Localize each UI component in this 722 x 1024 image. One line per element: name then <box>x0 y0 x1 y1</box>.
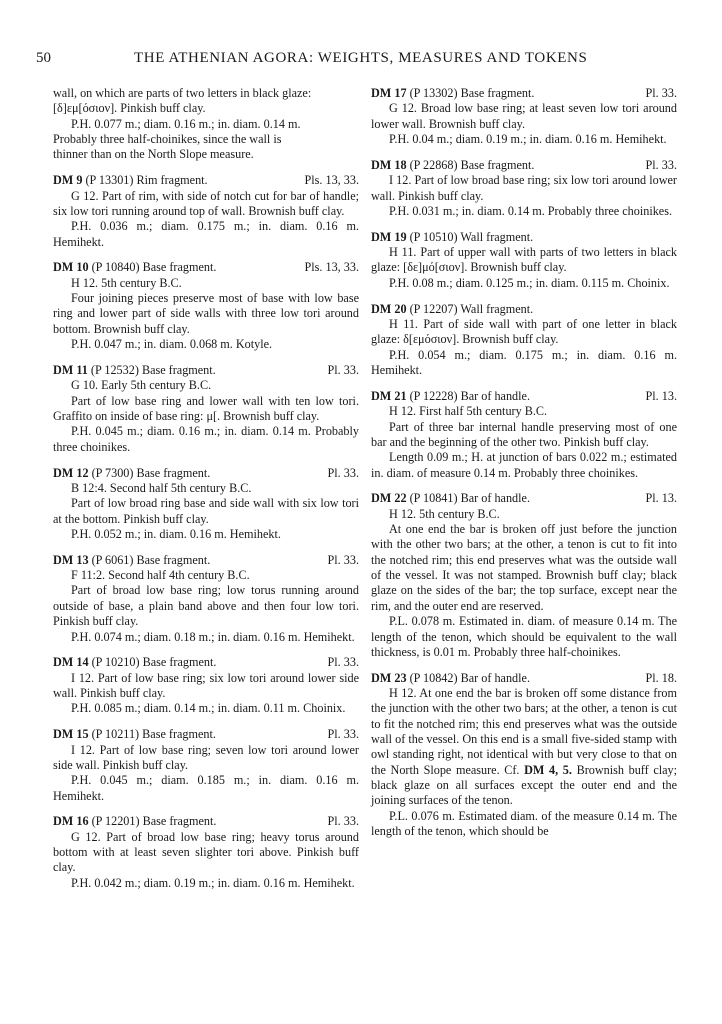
entry-type: Bar of handle. <box>460 491 530 506</box>
entry-heading <box>371 491 677 506</box>
entry-inventory-number: (P 13302) <box>409 86 458 100</box>
catalogue-entry <box>53 260 359 352</box>
entry-heading <box>371 86 677 101</box>
right-column <box>371 86 677 850</box>
entry-heading <box>53 466 359 481</box>
entry-id: DM 14 <box>53 655 89 670</box>
entry-paragraph: I 12. Part of low base ring; six low tori around lower side wall. Pinkish buff clay. <box>53 670 359 701</box>
entry-type: Base fragment. <box>136 465 211 480</box>
entry-paragraph: I 12. Part of low base ring; seven low tori around lower side wall. Pinkish buff clay. <box>53 742 359 772</box>
entry-paragraph: H 12. First half 5th century B.C. <box>389 404 548 419</box>
entry-paragraph: B 12:4. Second half 5th century B.C. <box>71 480 252 495</box>
entry-inventory-number: (P 22868) <box>409 157 458 172</box>
entry-type: Base fragment. <box>460 86 535 100</box>
entry-paragraph: P.H. 0.031 m.; in. diam. 0.14 m. Probably three choinikes. <box>389 203 672 218</box>
entry-inventory-number: (P 12228) <box>409 388 458 403</box>
entry-heading <box>53 553 359 568</box>
catalogue-entry <box>53 655 359 716</box>
entry-paragraph: Length 0.09 m.; H. at junction of bars 0.022 m.; estimated in. diam. of measure 0.14 m. Probably three choinikes. <box>371 450 677 480</box>
entry-type: Wall fragment. <box>460 229 534 244</box>
entry-paragraph: P.L. 0.078 m. Estimated in. diam. of measure 0.14 m. The length of the tenon, which should be equivalent to the wall thickness, is 0.01 m. Probably three half-choinikes. <box>371 614 677 659</box>
entry-type: Base fragment. <box>141 363 216 377</box>
entry-paragraph: Part of low broad ring base and side wall with six low tori at the bottom. Pinkish buff clay. <box>53 496 359 526</box>
catalogue-entry <box>371 671 677 840</box>
entry-id: DM 23 <box>371 670 407 685</box>
entry-inventory-number: (P 12207) <box>409 301 458 316</box>
entry-plates: Pl. 13. <box>645 491 677 506</box>
entry-id: DM 15 <box>53 727 89 742</box>
entry-paragraph: P.H. 0.036 m.; diam. 0.175 m.; in. diam. 0.16 m. Hemihekt. <box>53 219 359 249</box>
entry-plates: Pls. 13, 33. <box>304 173 359 188</box>
entry-id: DM 11 <box>53 363 88 377</box>
entry-heading <box>53 655 359 670</box>
entry-paragraph: P.H. 0.045 m.; diam. 0.185 m.; in. diam. 0.16 m. Hemihekt. <box>53 773 359 803</box>
entry-paragraph: P.L. 0.076 m. Estimated diam. of the measure 0.14 m. The length of the tenon, which should be <box>371 808 677 839</box>
continuation-line: Probably three half-choinikes, since the wall is <box>53 132 282 147</box>
entry-paragraph: H 12. 5th century B.C. <box>71 275 182 290</box>
entry-inventory-number: (P 12532) <box>90 363 139 377</box>
entry-paragraph: I 12. Part of low broad base ring; six low tori around lower wall. Pinkish buff clay. <box>371 173 677 203</box>
catalogue-entries-right <box>371 86 677 839</box>
entry-type: Bar of handle. <box>460 670 530 685</box>
entry-type: Base fragment. <box>136 552 211 567</box>
continuation-entry <box>53 86 359 163</box>
entry-inventory-number: (P 10842) <box>409 670 458 685</box>
entry-id: DM 19 <box>371 229 407 244</box>
entry-paragraph: H 11. Part of upper wall with parts of two letters in black glaze: [δε]μό[σιον]. Brownish buff clay. <box>371 245 677 275</box>
entry-plates: Pl. 33. <box>327 363 359 377</box>
entry-id: DM 18 <box>371 157 407 172</box>
entry-id: DM 12 <box>53 465 89 480</box>
entry-paragraph: G 10. Early 5th century B.C. <box>71 378 212 393</box>
entry-inventory-number: (P 10841) <box>409 491 458 506</box>
catalogue-entry <box>53 466 359 543</box>
entry-plates: Pl. 13. <box>645 388 677 403</box>
entry-heading <box>371 158 677 173</box>
entry-id: DM 22 <box>371 491 407 506</box>
entry-inventory-number: (P 10510) <box>409 229 458 244</box>
catalogue-entry <box>371 158 677 219</box>
continuation-line: thinner than on the North Slope measure. <box>53 147 254 162</box>
entry-paragraph: H 11. Part of side wall with part of one letter in black glaze: δ[εμόσιον]. Brownish buff clay. <box>371 316 677 347</box>
entry-dimensions: P.H. 0.077 m.; diam. 0.16 m.; in. diam. 0.14 m. <box>71 116 301 131</box>
entry-paragraph: F 11:2. Second half 4th century B.C. <box>71 568 250 583</box>
entry-paragraph: Part of broad low base ring; low torus running around outside of base, a plain band above and then four low tori. Pinkish buff clay. <box>53 583 359 629</box>
entry-inventory-number: (P 12201) <box>91 814 140 829</box>
running-head: THE ATHENIAN AGORA: WEIGHTS, MEASURES AND TOKENS <box>134 50 588 66</box>
entry-paragraph: P.H. 0.045 m.; diam. 0.16 m.; in. diam. 0.14 m. Probably three choinikes. <box>53 424 359 454</box>
catalogue-entry <box>371 491 677 660</box>
entry-paragraph: P.H. 0.042 m.; diam. 0.19 m.; in. diam. 0.16 m. Hemihekt. <box>71 875 355 890</box>
entry-inventory-number: (P 7300) <box>91 465 134 480</box>
entry-paragraph: Four joining pieces preserve most of base with low base ring and lower part of side walls with three low tori around bottom. Brownish buff clay. <box>53 291 359 336</box>
entry-id: DM 13 <box>53 552 89 567</box>
entry-paragraph: G 12. Broad low base ring; at least seven low tori around lower wall. Brownish buff clay. <box>371 101 677 131</box>
entry-inventory-number: (P 6061) <box>91 552 134 567</box>
entry-paragraph: Part of low base ring and lower wall with ten low tori. Graffito on inside of base ring: μ[. Brownish buff clay. <box>53 393 359 424</box>
entry-heading <box>53 727 359 742</box>
entry-id: DM 9 <box>53 173 83 188</box>
entry-id: DM 20 <box>371 301 407 316</box>
entry-type: Base fragment. <box>142 727 216 742</box>
entry-paragraph: P.H. 0.047 m.; in. diam. 0.068 m. Kotyle. <box>71 337 273 352</box>
page-header <box>36 50 690 70</box>
entry-heading <box>371 230 677 245</box>
cross-reference: DM 4, 5. <box>524 762 572 777</box>
entry-paragraph: H 12. At one end the bar is broken off some distance from the junction with the other two bars; at the other, a tenon is cut to fit the notched rim; this end preserves what was the outside wall of the vessel. On this end is a small five-sided stamp with owl standing right, not identical with but very close to that on the North Slope measure. Cf. DM 4, 5. Brownish buff clay; black glaze on all surfaces except the outer end and the joining surfaces of the tenon. <box>371 686 678 808</box>
entry-id: DM 10 <box>53 260 89 275</box>
entry-plates: Pl. 33. <box>645 157 677 172</box>
entry-id: DM 21 <box>371 388 407 403</box>
entry-paragraph: P.H. 0.04 m.; diam. 0.19 m.; in. diam. 0.16 m. Hemihekt. <box>389 132 667 147</box>
continuation-line: [δ]εμ[όσιον]. Pinkish buff clay. <box>53 101 206 116</box>
entry-id: DM 17 <box>371 86 407 100</box>
catalogue-entry <box>53 553 359 645</box>
catalogue-entry <box>371 302 677 379</box>
entry-paragraph: P.H. 0.074 m.; diam. 0.18 m.; in. diam. 0.16 m. Hemihekt. <box>71 629 355 644</box>
entry-heading <box>371 389 677 404</box>
catalogue-entry <box>53 363 359 455</box>
entry-plates: Pl. 33. <box>327 814 359 829</box>
catalogue-entry <box>371 389 677 481</box>
entry-plates: Pl. 33. <box>327 727 359 742</box>
entry-type: Base fragment. <box>142 260 217 275</box>
entry-plates: Pl. 33. <box>327 655 359 670</box>
entry-paragraph: G 12. Part of broad low base ring; heavy torus around bottom with at least seven slighter tori above. Pinkish buff clay. <box>53 829 359 875</box>
entry-type: Bar of handle. <box>460 388 530 403</box>
entry-inventory-number: (P 10840) <box>91 260 140 275</box>
entry-type: Wall fragment. <box>460 301 534 316</box>
entry-type: Base fragment. <box>142 655 217 670</box>
entry-plates: Pl. 33. <box>645 86 677 100</box>
continuation-line: wall, on which are parts of two letters in black glaze: <box>53 86 312 100</box>
entry-type: Rim fragment. <box>136 173 208 188</box>
catalogue-entry <box>53 173 359 250</box>
entry-plates: Pl. 33. <box>327 552 359 567</box>
page-number: 50 <box>36 50 51 66</box>
entry-id: DM 16 <box>53 814 89 829</box>
entry-paragraph: P.H. 0.085 m.; diam. 0.14 m.; in. diam. 0.11 m. Choinix. <box>71 701 346 716</box>
catalogue-entry <box>371 230 677 291</box>
entry-paragraph: P.H. 0.052 m.; in. diam. 0.16 m. Hemihekt. <box>71 526 281 541</box>
entry-plates: Pl. 18. <box>645 670 677 685</box>
entry-heading <box>53 173 359 188</box>
entry-heading <box>371 302 677 317</box>
catalogue-entry <box>53 727 359 804</box>
catalogue-entry <box>53 814 359 891</box>
entry-inventory-number: (P 10211) <box>91 727 140 742</box>
entry-paragraph: Part of three bar internal handle preserving most of one bar and the beginning of the other two. Pinkish buff clay. <box>371 419 677 449</box>
entry-type: Base fragment. <box>460 157 535 172</box>
entry-inventory-number: (P 10210) <box>91 655 140 670</box>
entry-paragraph: P.H. 0.054 m.; diam. 0.175 m.; in. diam. 0.16 m. Hemihekt. <box>371 347 677 377</box>
left-column <box>53 86 359 902</box>
entry-inventory-number: (P 13301) <box>85 173 134 188</box>
entry-paragraph: G 12. Part of rim, with side of notch cut for bar of handle; six low tori running around top of wall. Brownish buff clay. <box>53 188 359 218</box>
catalogue-entry <box>371 86 677 147</box>
entry-paragraph: P.H. 0.08 m.; diam. 0.125 m.; in. diam. 0.115 m. Choinix. <box>389 275 670 290</box>
entry-heading <box>53 363 359 378</box>
entry-plates: Pls. 13, 33. <box>304 260 359 275</box>
entry-type: Base fragment. <box>142 814 217 829</box>
entry-paragraph: H 12. 5th century B.C. <box>389 506 500 521</box>
entry-heading <box>53 814 359 829</box>
entry-heading <box>371 671 677 686</box>
entry-paragraph: At one end the bar is broken off just before the junction with the other two bars; at the other, a tenon is cut to fit into the notched rim; this end preserves what was the outside wall of the vessel. It was not stamped. Brownish buff clay; black glaze on the sides of the bar; the top surface, except near the rim, and the outer end are reserved. <box>371 522 677 613</box>
entry-heading <box>53 260 359 275</box>
catalogue-entries-left <box>53 173 359 891</box>
entry-plates: Pl. 33. <box>327 465 359 480</box>
